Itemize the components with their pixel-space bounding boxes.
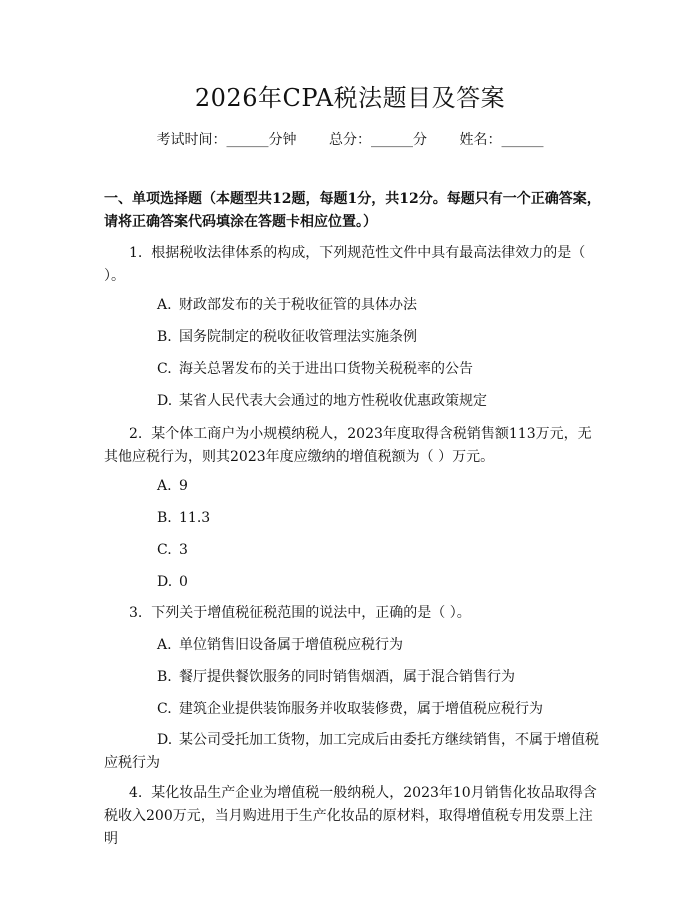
option-letter: C.	[157, 701, 172, 717]
option-letter: B.	[157, 510, 172, 526]
option-3b	[157, 667, 515, 687]
option-text: 国务院制定的税收征收管理法实施条例	[179, 329, 417, 345]
option-text: 海关总署发布的关于进出口货物关税税率的公告	[179, 361, 473, 377]
option-text: 单位销售旧设备属于增值税应税行为	[179, 637, 403, 653]
option-letter: B.	[157, 329, 172, 345]
question-text: 根据税收法律体系的构成，下列规范性文件中具有最高法律效力的是（ ）。	[104, 245, 586, 284]
page-title: 2026年CPA税法题目及答案	[194, 84, 506, 112]
option-text: 11.3	[179, 510, 211, 526]
question-number: 1.	[129, 245, 143, 261]
option-letter: C.	[157, 542, 172, 558]
option-1d	[157, 391, 487, 411]
question-4	[104, 782, 600, 851]
option-1a	[157, 295, 417, 315]
option-text: 财政部发布的关于税收征管的具体办法	[179, 297, 417, 313]
question-3	[104, 602, 600, 625]
option-letter: C.	[157, 361, 172, 377]
section-heading: 一、单项选择题（本题型共12题，每题1分，共12分。每题只有一个正确答案，请将正确答案代码填涂在答题卡相应位置。）	[104, 191, 601, 230]
option-text: 建筑企业提供装饰服务并收取装修费，属于增值税应税行为	[179, 701, 543, 717]
option-letter: D.	[157, 574, 173, 590]
option-letter: A.	[157, 297, 172, 313]
question-number: 4.	[129, 785, 143, 801]
question-text: 某个体工商户为小规模纳税人，2023年度取得含税销售额113万元，无其他应税行为，则其2023年度应缴纳的增值税额为（ ）万元。	[104, 426, 592, 465]
option-letter: D.	[157, 732, 173, 748]
question-1	[104, 242, 600, 288]
exam-time-field: 考试时间：______分钟	[156, 132, 297, 148]
option-letter: A.	[157, 478, 172, 494]
option-text: 3	[179, 542, 188, 558]
question-text: 某化妆品生产企业为增值税一般纳税人，2023年10月销售化妆品取得含税收入200万元，当月购进用于生产化妆品的原材料，取得增值税专用发票上注明	[104, 785, 597, 847]
option-1c	[157, 359, 473, 379]
option-3d	[104, 729, 600, 775]
option-text: 某公司受托加工货物，加工完成后由委托方继续销售，不属于增值税应税行为	[104, 732, 599, 771]
option-2a	[157, 476, 188, 496]
option-letter: B.	[157, 669, 172, 685]
option-letter: D.	[157, 393, 173, 409]
option-2d	[157, 572, 188, 592]
question-2	[104, 423, 600, 469]
option-text: 0	[179, 574, 188, 590]
option-2c	[157, 540, 188, 560]
exam-info-line	[0, 130, 700, 150]
option-letter: A.	[157, 637, 172, 653]
option-3c	[157, 699, 543, 719]
total-score-field: 总分：______分	[329, 132, 427, 148]
option-1b	[157, 327, 417, 347]
option-text: 某省人民代表大会通过的地方性税收优惠政策规定	[179, 393, 487, 409]
option-2b	[157, 508, 210, 528]
option-text: 餐厅提供餐饮服务的同时销售烟酒，属于混合销售行为	[179, 669, 515, 685]
option-3a	[157, 635, 403, 655]
student-name-field: 姓名：______	[459, 132, 544, 148]
question-number: 3.	[129, 605, 143, 621]
option-text: 9	[179, 478, 188, 494]
question-text: 下列关于增值税征税范围的说法中，正确的是（ ）。	[151, 605, 471, 621]
question-number: 2.	[129, 426, 143, 442]
